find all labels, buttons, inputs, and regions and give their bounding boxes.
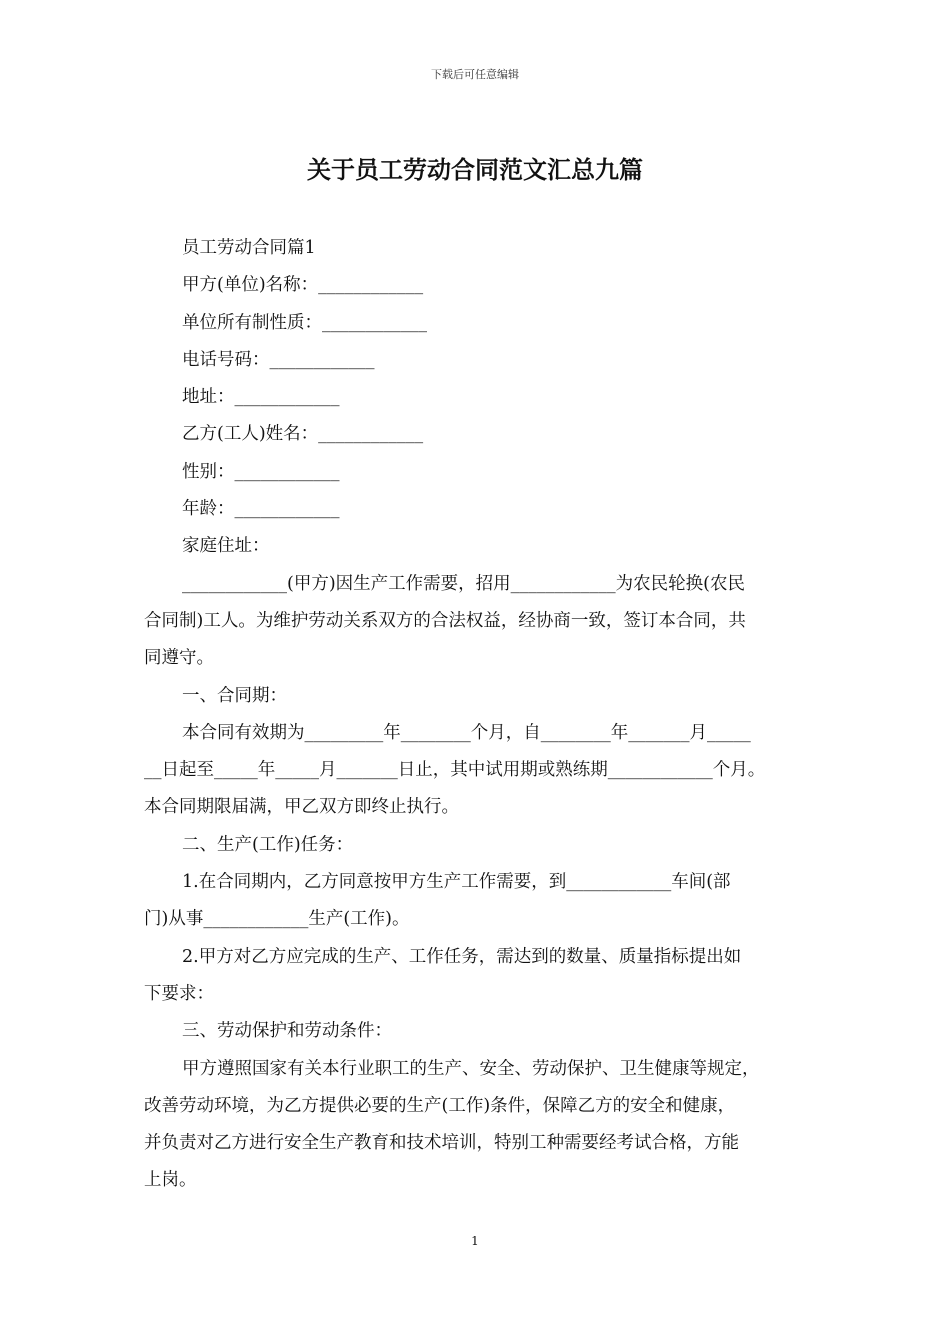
form-field-line: 地址：____________	[182, 387, 340, 408]
paragraph-line: 下要求：	[144, 983, 214, 1004]
section-heading: 一、合同期：	[182, 685, 287, 706]
paragraph-line: 门)从事____________生产(工作)。	[144, 909, 410, 930]
paragraph-line: 并负责对乙方进行安全生产教育和技术培训，特别工种需要经考试合格，方能	[144, 1133, 739, 1154]
paragraph-line: 2.甲方对乙方应完成的生产、工作任务，需达到的数量、质量指标提出如	[182, 946, 742, 967]
paragraph-line: __日起至_____年_____月_______日止，其中试用期或熟练期____________个月。	[144, 760, 766, 781]
paragraph-line: 上岗。	[144, 1170, 197, 1191]
form-field-line: 电话号码：____________	[182, 349, 375, 370]
section-heading: 员工劳动合同篇1	[182, 238, 316, 258]
document-body	[144, 230, 816, 1200]
document-title: 关于员工劳动合同范文汇总九篇	[307, 155, 643, 184]
paragraph-line: 合同制)工人。为维护劳动关系双方的合法权益，经协商一致，签订本合同，共	[144, 610, 746, 631]
form-field-line: 单位所有制性质：____________	[182, 312, 427, 333]
paragraph-line: 本合同有效期为_________年________个月，自________年_______月_____	[182, 722, 751, 743]
header-note: 下载后可任意编辑	[431, 68, 519, 81]
form-field-line: 甲方(单位)名称：____________	[182, 275, 424, 296]
form-field-line: 年龄：____________	[182, 499, 340, 520]
paragraph-line: 改善劳动环境，为乙方提供必要的生产(工作)条件，保障乙方的安全和健康，	[144, 1095, 736, 1116]
form-field-line: 性别：____________	[182, 461, 340, 482]
section-heading: 三、劳动保护和劳动条件：	[182, 1021, 392, 1042]
section-heading: 二、生产(工作)任务：	[182, 834, 354, 855]
paragraph-line: ____________(甲方)因生产工作需要，招用____________为农民轮换(农民	[182, 573, 745, 594]
form-field-line: 乙方(工人)姓名：____________	[182, 424, 424, 445]
paragraph-line: 同遵守。	[144, 648, 214, 669]
paragraph-line: 1.在合同期内，乙方同意按甲方生产工作需要，到____________车间(部	[182, 872, 731, 893]
paragraph-line: 本合同期限届满，甲乙双方即终止执行。	[144, 797, 459, 818]
page-number: 1	[471, 1234, 479, 1248]
form-field-line: 家庭住址：	[182, 536, 270, 557]
paragraph-line: 甲方遵照国家有关本行业职工的生产、安全、劳动保护、卫生健康等规定，	[182, 1058, 760, 1079]
